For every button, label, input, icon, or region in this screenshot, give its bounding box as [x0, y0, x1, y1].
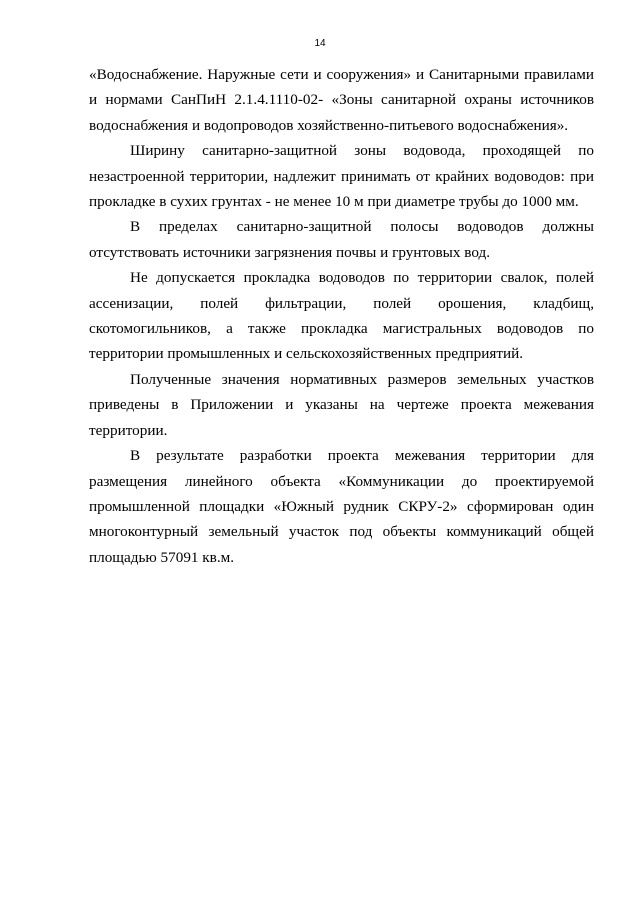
- paragraph-normative-sizes: Полученные значения нормативных размеров земельных участков приведены в Приложении и указаны на чертеже проекта межевания территории.: [89, 370, 594, 439]
- paragraph-result: В результате разработки проекта межевания территории для размещения линейного объекта «Коммуникации до проектируемой промышленной площадки «Южный рудник СКРУ-2» сформирован один многоконтурный земельный участок под объекты коммуникаций общей площадью 57091 кв.м.: [89, 447, 594, 566]
- paragraph-sanitary-zone-width: Ширину санитарно-защитной зоны водовода, проходящей по незастроенной территории, надлежит принимать от крайних водоводов: при прокладке в сухих грунтах - не менее 10 м при диаметре трубы до 1000 мм.: [89, 142, 594, 211]
- paragraph-pollution-sources: В пределах санитарно-защитной полосы водоводов должны отсутствовать источники загрязнения почвы и грунтовых вод.: [89, 218, 594, 261]
- paragraph-continuation: «Водоснабжение. Наружные сети и сооружения» и Санитарными правилами и нормами СанПиН 2.1.4.1110-02- «Зоны санитарной охраны источников водоснабжения и водопроводов хозяйственно-питьевого водоснабжения».: [89, 66, 594, 134]
- page-number: 14: [314, 38, 326, 49]
- paragraph-prohibited-routes: Не допускается прокладка водоводов по территории свалок, полей ассенизации, полей фильтрации, полей орошения, кладбищ, скотомогильников, а также прокладка магистральных водоводов по территории промышленных и сельскохозяйственных предприятий.: [89, 269, 594, 363]
- document-body: [89, 62, 594, 570]
